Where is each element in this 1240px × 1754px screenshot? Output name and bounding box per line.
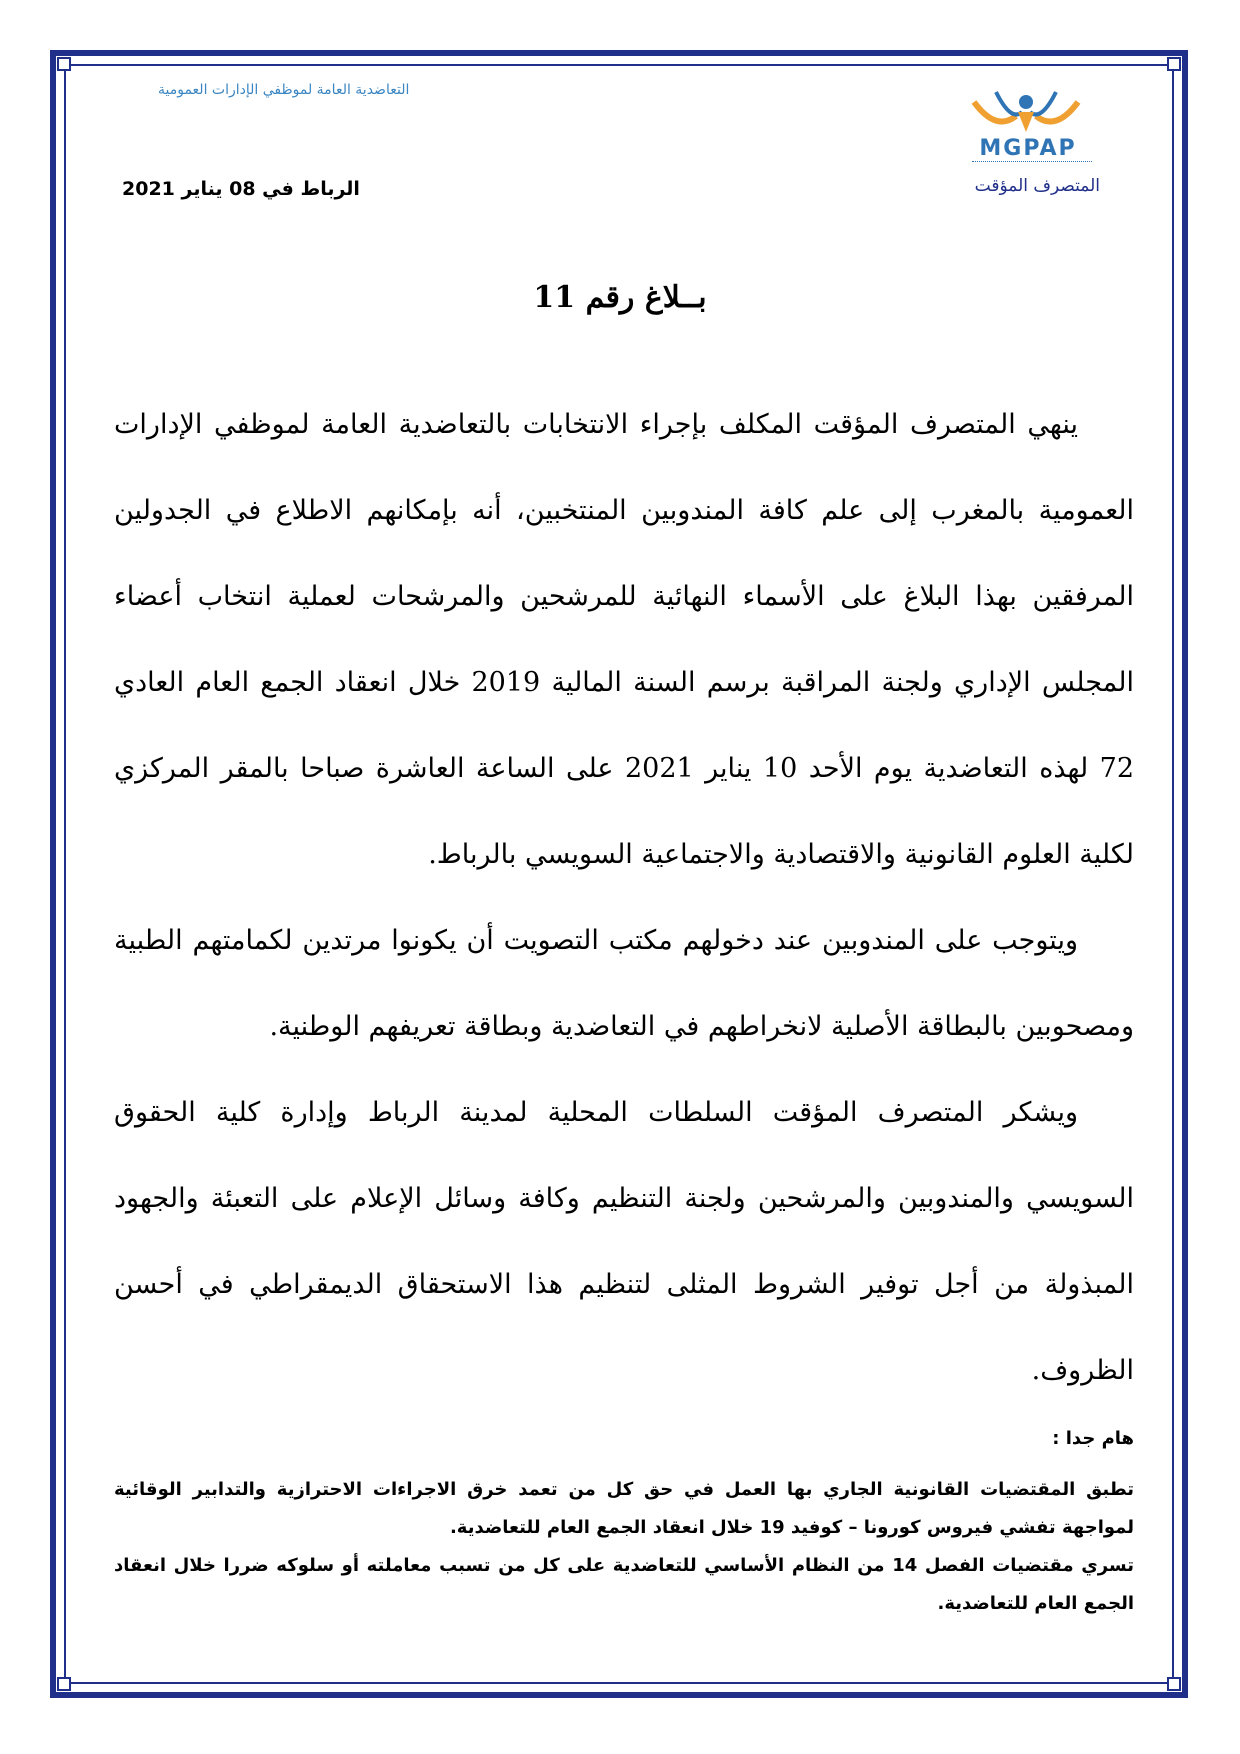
document-title: بــلاغ رقم 11 — [533, 280, 707, 315]
body-paragraph: ويتوجب على المندوبين عند دخولهم مكتب التصويت أن يكونوا مرتدين لكمامتهم الطبية ومصحوبين بالبطاقة الأصلية لانخراطهم في التعاضدية وبطاقة تعريفهم الوطنية. — [114, 925, 1134, 1042]
organization-header: التعاضدية العامة لموظفي الإدارات العمومية — [158, 82, 410, 98]
date-line: الرباط في 08 يناير 2021 — [122, 178, 360, 200]
corner-ornament — [1167, 1677, 1181, 1691]
body-paragraph: ويشكر المتصرف المؤقت السلطات المحلية لمدينة الرباط وإدارة كلية الحقوق السويسي والمندوبين والمرشحين ولجنة التنظيم وكافة وسائل الإعلام على التعبئة والجهود المبذولة من أجل توفير الشروط المثلى لتنظيم هذا الاستحقاق الديمقراطي في أحسن الظروف. — [114, 1097, 1134, 1386]
body-paragraph: ينهي المتصرف المؤقت المكلف بإجراء الانتخابات بالتعاضدية العامة لموظفي الإدارات العمومية بالمغرب إلى علم كافة المندوبين المنتخبين، أنه بإمكانهم الاطلاع في الجدولين المرفقين بهذا البلاغ على الأسماء النهائية للمرشحين والمرشحات لعملية انتخاب أعضاء المجلس الإداري ولجنة المراقبة برسم السنة المالية 2019 خلال انعقاد الجمع العام العادي 72 لهذه التعاضدية يوم الأحد 10 يناير 2021 على الساعة العاشرة صباحا بالمقر المركزي لكلية العلوم القانونية والاقتصادية والاجتماعية السويسي بالرباط. — [114, 409, 1135, 870]
logo-wordmark: MGPAP — [979, 136, 1077, 161]
important-note: تسري مقتضيات الفصل 14 من النظام الأساسي للتعاضدية على كل من تسبب معاملته أو سلوكه ضررا خلال انعقاد الجمع العام للتعاضدية. — [114, 1555, 1134, 1614]
logo-subline — [972, 161, 1092, 166]
corner-ornament — [57, 1677, 71, 1691]
important-title: هام جدا : — [1052, 1428, 1134, 1449]
issuer-label: المتصرف المؤقت — [974, 176, 1100, 196]
corner-ornament — [1167, 57, 1181, 71]
important-notice — [114, 1428, 1134, 1623]
document-body — [114, 382, 1134, 1414]
important-note: تطبق المقتضيات القانونية الجاري بها العمل في حق كل من تعمد خرق الاجراءات الاحترازية والتدابير الوقائية لمواجهة تفشي فيروس كورونا – كوفيد 19 خلال انعقاد الجمع العام للتعاضدية. — [114, 1479, 1134, 1538]
corner-ornament — [57, 57, 71, 71]
